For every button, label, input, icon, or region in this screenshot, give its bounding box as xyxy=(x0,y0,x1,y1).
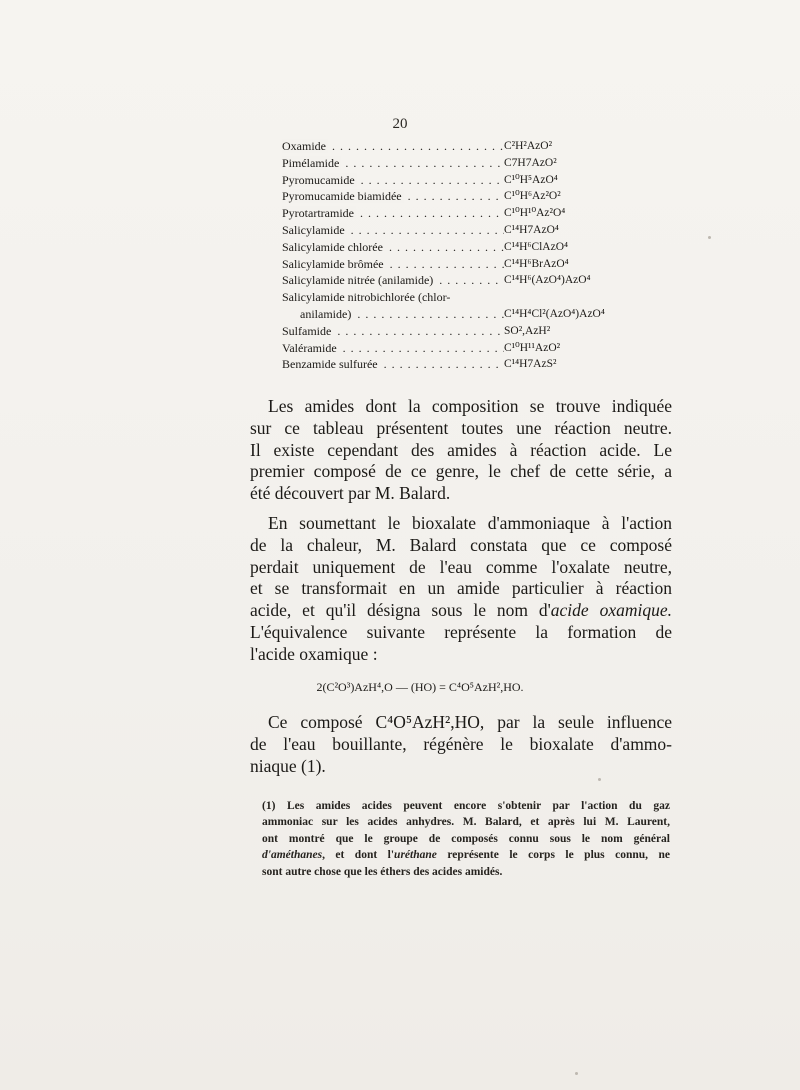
footnote-line xyxy=(262,847,670,863)
chemical-formula: C¹⁰H⁵AzO⁴ xyxy=(504,173,558,186)
compound-name xyxy=(282,155,504,172)
chemical-formula: C¹⁰H¹⁰Az²O⁴ xyxy=(504,207,566,220)
text-line: de la chaleur, M. Balard constata que ce composé xyxy=(250,534,672,555)
footnote-line: sont autre chose que les éthers des acides amidés. xyxy=(262,865,503,878)
text-line: Il existe cependant des amides à réaction acide. Le xyxy=(250,439,672,460)
compound-name-text: Valéramide xyxy=(282,340,337,355)
text-fragment: représente le corps le plus connu, ne xyxy=(436,849,670,862)
text-line: perdait uniquement de l'eau comme l'oxalate neutre, xyxy=(250,556,672,577)
chemical-formula: C¹⁰H¹¹AzO² xyxy=(504,341,561,354)
compound-name xyxy=(282,256,504,273)
compound-name xyxy=(282,138,504,155)
chemical-formula: C¹⁴H⁶BrAzO⁴ xyxy=(504,257,569,270)
compound-name xyxy=(282,222,504,239)
chemical-formula: C7H7AzO² xyxy=(504,156,557,169)
table-row xyxy=(282,188,582,205)
speck xyxy=(598,778,601,781)
equation: 2(C²O³)AzH⁴,O — (HO) = C⁴O⁵AzH²,HO. xyxy=(316,680,524,694)
page-number: 20 xyxy=(392,116,408,132)
text-line: niaque (1). xyxy=(250,755,326,776)
compound-name xyxy=(282,239,504,256)
table-row xyxy=(282,323,582,340)
text-line: En soumettant le bioxalate d'ammoniaque à l'action xyxy=(268,513,672,533)
chemical-formula: C²H²AzO² xyxy=(504,140,553,152)
text-line: de l'eau bouillante, régénère le bioxalate d'ammo- xyxy=(250,733,672,754)
compound-name-text: Salicylamide nitrée (anilamide) xyxy=(282,273,434,288)
chemical-formula: C¹⁴H7AzS² xyxy=(504,358,557,371)
table-row xyxy=(282,306,605,323)
italic-term: d'améthanes xyxy=(262,849,323,862)
compound-name xyxy=(282,205,504,222)
text-line: L'équivalence suivante représente la formation de xyxy=(250,621,672,642)
chemical-formula: C¹⁴H⁴Cl²(AzO⁴)AzO⁴ xyxy=(504,307,605,320)
compound-name xyxy=(300,306,504,323)
italic-term: uréthane xyxy=(394,849,437,862)
text-line: premier composé de ce genre, le chef de cette série, a xyxy=(250,461,672,482)
paragraph-2 xyxy=(250,513,672,666)
footnote xyxy=(262,798,670,880)
chemical-formula: C¹⁴H7AzO⁴ xyxy=(504,223,559,236)
text-line: Ce composé C⁴O⁵AzH²,HO, par la seule influence xyxy=(268,712,672,732)
table-row xyxy=(282,272,591,289)
compound-name xyxy=(282,188,504,205)
paragraph-3 xyxy=(250,712,672,777)
compound-name-text: Pyromucamide biamidée xyxy=(282,189,402,204)
compound-name-text: Salicylamide brômée xyxy=(282,256,384,271)
table-row xyxy=(282,239,582,256)
footnote-line: ont montré que le groupe de composés connu sous le nom général xyxy=(262,832,670,845)
table-row xyxy=(282,222,582,239)
text-line: été découvert par M. Balard. xyxy=(250,483,451,504)
table-row xyxy=(282,256,582,273)
paragraph-1 xyxy=(250,396,672,505)
text-fragment: acide, et qu'il désigna sous le nom d' xyxy=(250,600,551,621)
compound-name xyxy=(282,289,504,306)
compound-name-text: Sulfamide xyxy=(282,323,332,338)
text-line: sur ce tableau présentent toutes une réaction neutre. xyxy=(250,417,672,438)
table-row xyxy=(282,138,582,155)
compound-name-text: Salicylamide xyxy=(282,222,345,237)
compound-name-text: Oxamide xyxy=(282,139,326,153)
compound-name-text: Pyromucamide xyxy=(282,172,355,187)
text-fragment: , et dont l' xyxy=(322,849,395,862)
compound-name-text: Pyrotartramide xyxy=(282,206,354,221)
compound-name-text: Salicylamide nitrobichlorée (chlor- xyxy=(282,290,451,305)
compound-name-text: anilamide) xyxy=(300,306,352,321)
table-row xyxy=(282,205,582,222)
text-line xyxy=(250,600,672,622)
compound-name xyxy=(282,340,504,357)
compound-name xyxy=(282,356,504,373)
compound-name-text: Pimélamide xyxy=(282,155,340,170)
amide-table xyxy=(282,138,605,373)
text-line: et se transformait en un amide particulier à réaction xyxy=(250,578,672,599)
compound-name xyxy=(282,172,504,189)
speck xyxy=(708,236,711,239)
chemical-formula: SO²,AzH² xyxy=(504,324,551,337)
compound-name-text: Salicylamide chlorée xyxy=(282,239,383,254)
text-line: Les amides dont la composition se trouve indiquée xyxy=(268,396,672,416)
table-row xyxy=(282,340,582,357)
footnote-line: ammoniac sur les acides anhydres. M. Balard, et après lui M. Laurent, xyxy=(262,816,670,829)
compound-name xyxy=(282,272,504,289)
footnote-line: (1) Les amides acides peuvent encore s'obtenir par l'action du gaz xyxy=(262,800,670,812)
table-row xyxy=(282,155,582,172)
table-row xyxy=(282,356,582,373)
speck xyxy=(575,1072,578,1075)
compound-name xyxy=(282,323,504,340)
text-line: l'acide oxamique : xyxy=(250,643,378,664)
chemical-formula: C¹⁴H⁶(AzO⁴)AzO⁴ xyxy=(504,274,591,287)
chemical-formula: C¹⁴H⁶ClAzO⁴ xyxy=(504,240,569,253)
compound-name-text: Benzamide sulfurée xyxy=(282,357,378,372)
italic-term: acide oxamique. xyxy=(550,600,672,621)
table-row xyxy=(282,172,582,189)
chemical-formula: C¹⁰H⁶Az²O² xyxy=(504,190,561,203)
table-row xyxy=(282,289,582,306)
